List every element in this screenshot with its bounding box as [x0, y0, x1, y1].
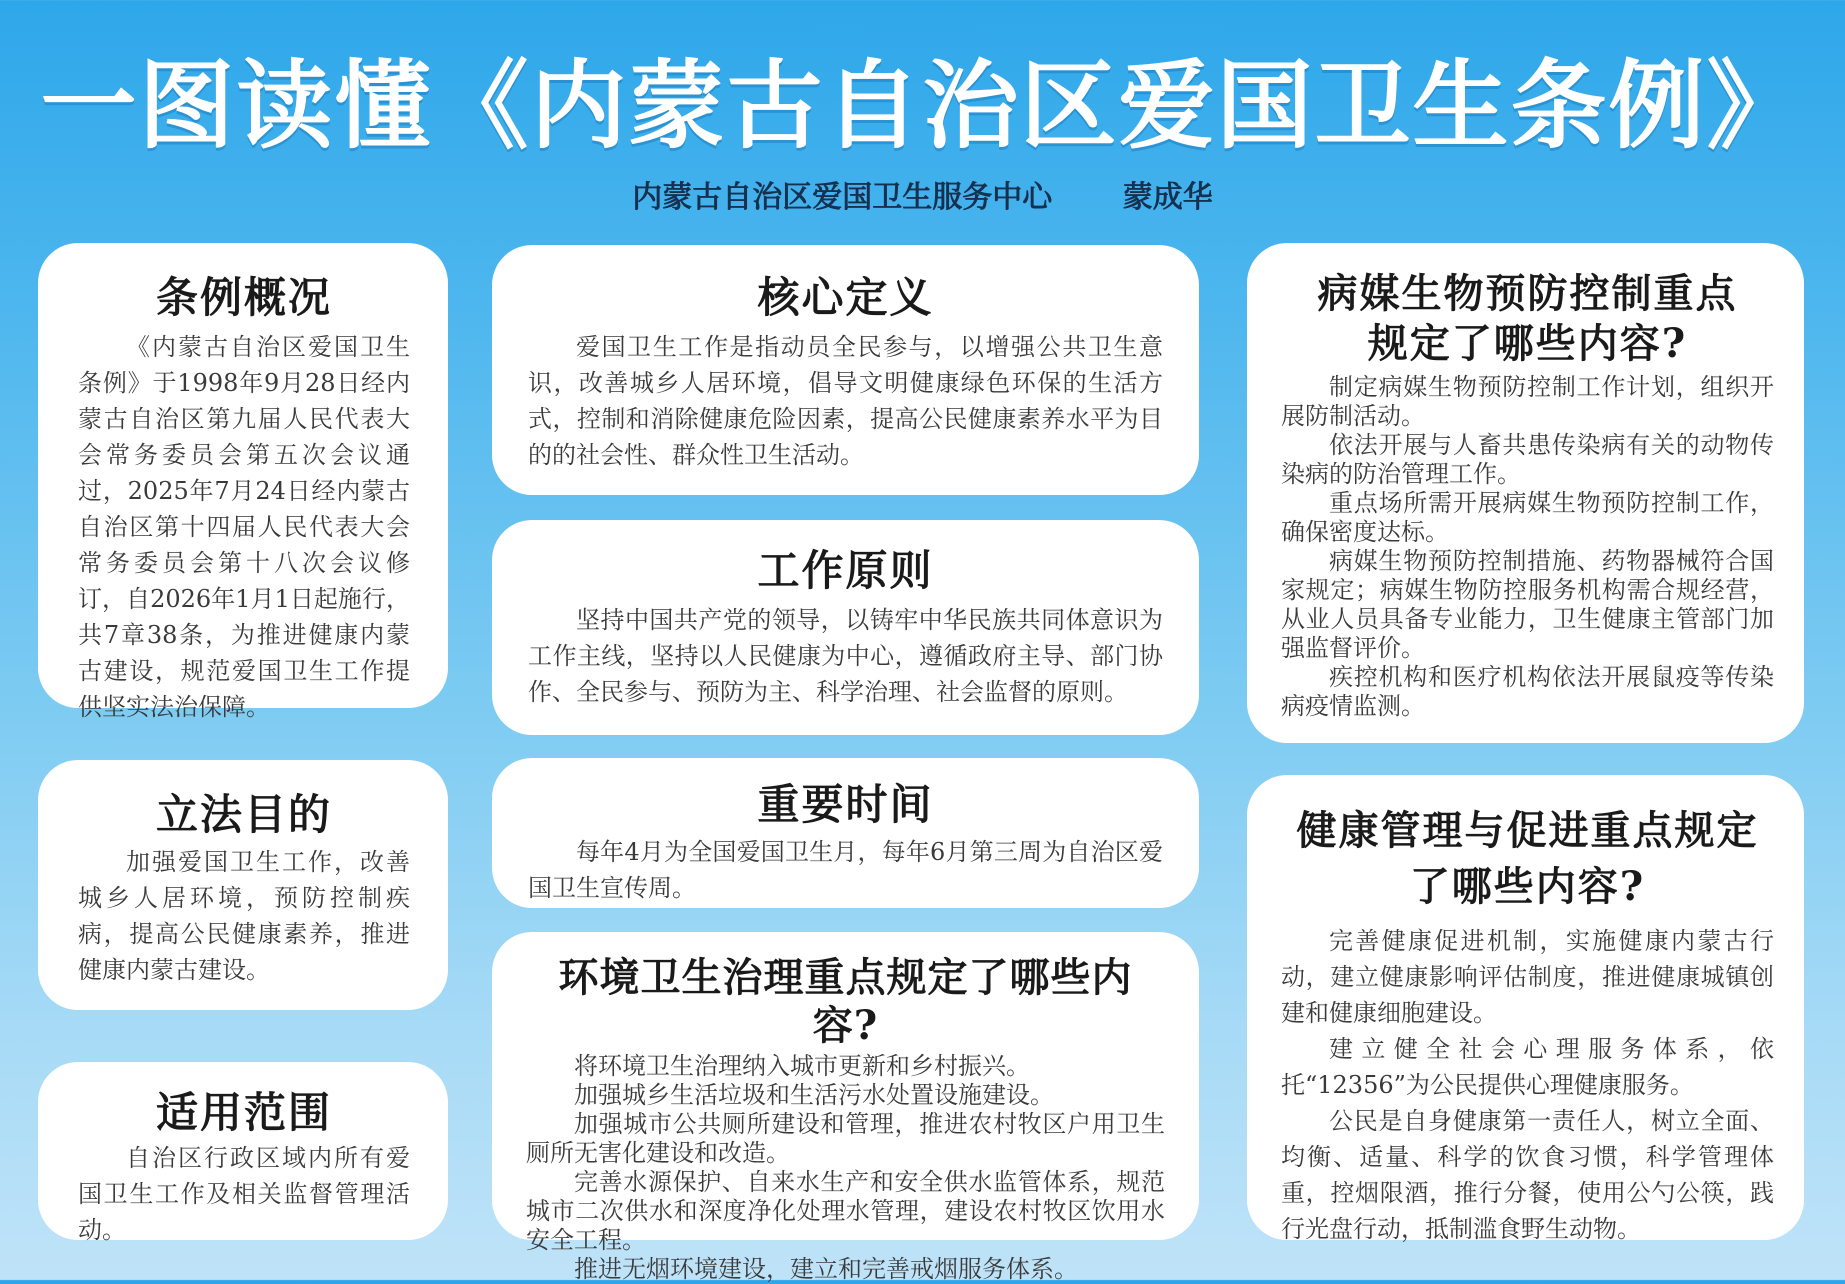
health-card	[1247, 775, 1804, 1243]
vector-control-item: 依法开展与人畜共患传染病有关的动物传染病的防治管理工作。	[1281, 431, 1774, 488]
environment-item: 将环境卫生治理纳入城市更新和乡村振兴。	[574, 1052, 1030, 1080]
byline-author: 蒙成华	[1122, 180, 1213, 215]
vector-control-title-line1: 病媒生物预防控制重点	[1317, 270, 1738, 317]
environment-card	[492, 932, 1199, 1283]
vector-control-title	[1281, 269, 1774, 369]
principle-text: 坚持中国共产党的领导，以铸牢中华民族共同体意识为工作主线，坚持以人民健康为中心，遵循政府主导、部门协作、全民参与、预防为主、科学治理、社会监督的原则。	[528, 606, 1163, 707]
environment-item: 加强城市公共厕所建设和管理，推进农村牧区户用卫生厕所无害化建设和改造。	[526, 1110, 1165, 1167]
purpose-card	[38, 760, 448, 1010]
purpose-text: 加强爱国卫生工作，改善城乡人居环境，预防控制疾病，提高公民健康素养，推进健康内蒙古建设。	[78, 848, 410, 985]
health-title	[1281, 803, 1774, 915]
environment-title: 环境卫生治理重点规定了哪些内容?	[558, 954, 1133, 1049]
principle-title: 工作原则	[757, 546, 934, 595]
environment-item: 加强城乡生活垃圾和生活污水处置设施建设。	[574, 1081, 1054, 1109]
health-item: 完善健康促进机制，实施健康内蒙古行动，建立健康影响评估制度，推进健康城镇创建和健康细胞建设。	[1281, 927, 1774, 1027]
health-item: 公民是自身健康第一责任人，树立全面、均衡、适量、科学的饮食习惯，科学管理体重，控烟限酒，推行分餐，使用公勺公筷，践行光盘行动，抵制滥食野生动物。	[1281, 1107, 1774, 1243]
definition-title: 核心定义	[757, 273, 934, 322]
time-card	[492, 758, 1199, 908]
byline-organization: 内蒙古自治区爱国卫生服务中心	[632, 180, 1053, 215]
scope-card	[38, 1062, 448, 1245]
time-text: 每年4月为全国爱国卫生月，每年6月第三周为自治区爱国卫生宣传周。	[528, 838, 1163, 903]
time-title: 重要时间	[757, 780, 934, 829]
overview-text: 《内蒙古自治区爱国卫生条例》于1998年9月28日经内蒙古自治区第九届人民代表大会常务委员会第五次会议通过，2025年7月24日经内蒙古自治区第十四届人民代表大会常务委员会第十八次会议修订，自2026年1月1日起施行，共7章38条，为推进健康内蒙古建设，规范爱国卫生工作提供坚实法治保障。	[78, 333, 410, 722]
vector-control-item: 疾控机构和医疗机构依法开展鼠疫等传染病疫情监测。	[1281, 663, 1774, 720]
scope-title: 适用范围	[155, 1088, 332, 1137]
vector-control-title-line2: 规定了哪些内容?	[1367, 320, 1688, 367]
vector-control-item: 重点场所需开展病媒生物预防控制工作，确保密度达标。	[1281, 489, 1774, 546]
definition-text: 爱国卫生工作是指动员全民参与，以增强公共卫生意识，改善城乡人居环境，倡导文明健康绿色环保的生活方式，控制和消除健康危险因素，提高公民健康素养水平为目的的社会性、群众性卫生活动。	[528, 333, 1163, 470]
definition-card	[492, 245, 1199, 495]
vector-control-item: 制定病媒生物预防控制工作计划，组织开展防制活动。	[1281, 373, 1774, 430]
health-item: 建立健全社会心理服务体系，依托“12356”为公民提供心理健康服务。	[1281, 1035, 1774, 1099]
overview-title: 条例概况	[155, 273, 332, 322]
page-title: 一图读懂《内蒙古自治区爱国卫生条例》	[40, 50, 1805, 162]
principle-card	[492, 520, 1199, 735]
vector-control-card	[1247, 243, 1804, 743]
health-title-line2: 了哪些内容?	[1409, 863, 1646, 910]
health-title-line1: 健康管理与促进重点规定	[1296, 807, 1759, 854]
vector-control-item: 病媒生物预防控制措施、药物器械符合国家规定；病媒生物防控服务机构需合规经营，从业人员具备专业能力，卫生健康主管部门加强监督评价。	[1281, 547, 1774, 662]
environment-item: 完善水源保护、自来水生产和安全供水监管体系，规范城市二次供水和深度净化处理水管理，建设农村牧区饮用水安全工程。	[526, 1168, 1165, 1254]
overview-card	[38, 243, 448, 722]
purpose-title: 立法目的	[155, 790, 332, 839]
environment-item: 推进无烟环境建设，建立和完善戒烟服务体系。	[574, 1255, 1078, 1283]
scope-text: 自治区行政区域内所有爱国卫生工作及相关监督管理活动。	[78, 1144, 410, 1245]
byline	[0, 172, 1845, 216]
